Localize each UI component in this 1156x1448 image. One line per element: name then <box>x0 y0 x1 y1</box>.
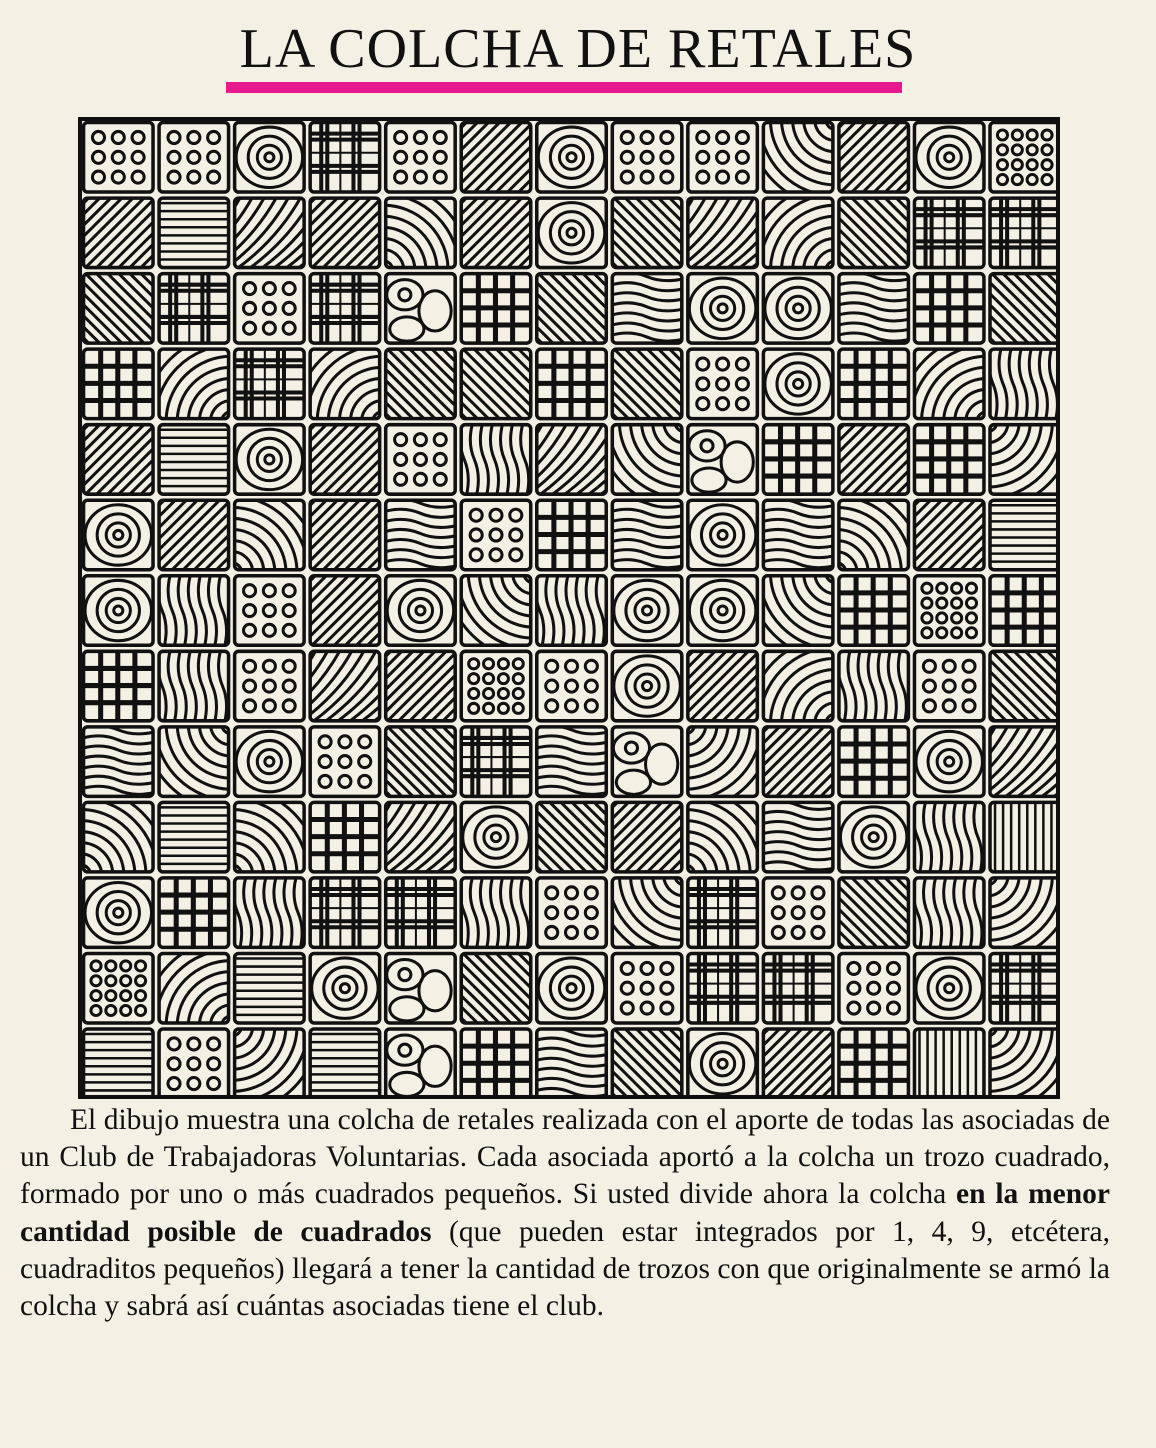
quilt-patch-plaid <box>685 875 761 951</box>
quilt-patch-hstripes <box>81 1029 157 1098</box>
quilt-patch-diag-left <box>458 799 755 875</box>
quilt-patch-blobs <box>612 727 681 796</box>
quilt-patch-dots <box>159 123 228 192</box>
quilt-patch-wavy-h <box>832 273 918 352</box>
quilt-patch-diag-right <box>232 497 529 573</box>
quilt-patch-concentric <box>461 802 530 871</box>
quilt-patch-grid-check <box>987 573 1060 649</box>
paragraph-part-1: El dibujo muestra una colcha de retales realizada con el aporte de todas las asociadas de un Club de Trabajadoras Voluntarias. Cada asociada aportó a la colcha un trozo cuadrado, formado por uno o más cuadrados pequeños. Si usted divide ahora la colcha <box>20 1104 1110 1211</box>
quilt-patch-concentric <box>688 1029 757 1098</box>
quilt-patch-dots <box>461 500 530 569</box>
quilt-patch-grid-check <box>534 497 610 573</box>
quilt-patch-concentric <box>235 123 304 192</box>
quilt-patch-dots <box>537 878 606 947</box>
quilt-patch-concentric <box>84 576 153 645</box>
quilt-patch-dots-dense <box>461 651 530 720</box>
quilt-patch-diag-left <box>534 195 831 271</box>
quilt-patch-plaid <box>458 724 534 800</box>
quilt-patch-plaid <box>987 950 1060 1026</box>
quilt-patch-concentric <box>386 576 455 645</box>
quilt-patch-plaid <box>987 195 1060 271</box>
quilt-patch-plaid <box>685 950 761 1026</box>
quilt-patch-wavy-h <box>756 499 842 578</box>
quilt-patch-wavy-v <box>989 342 1060 428</box>
quilt-patch-concentric <box>537 198 606 267</box>
quilt-patch-hstripes <box>987 500 1060 569</box>
quilt-patch-dots <box>159 1029 228 1098</box>
quilt-patch-vstripes <box>990 799 1059 875</box>
quilt-patch-concentric <box>235 727 304 796</box>
quilt-patch-dots <box>386 425 455 494</box>
quilt-patch-blobs <box>386 953 455 1022</box>
quilt-patch-grid-check <box>458 1026 534 1099</box>
title-underline <box>226 82 902 93</box>
quilt-patch-dots <box>235 651 304 720</box>
quilt-patch-wavy-h <box>78 726 162 805</box>
puzzle-paragraph <box>20 1102 1110 1325</box>
quilt-patch-plaid <box>383 875 459 951</box>
quilt-patch-wavy-h <box>379 499 465 578</box>
quilt-patch-wavy-h <box>530 1028 616 1099</box>
paragraph-bold: en la menor cantidad posible de cuadrados <box>20 1178 1110 1248</box>
quilt-patch-wavy-v <box>460 418 539 504</box>
quilt-patch-concentric <box>839 802 908 871</box>
quilt-patch-dots <box>839 953 908 1022</box>
quilt-patch-wavy-h <box>605 273 691 352</box>
quilt-patch-hstripes <box>156 198 232 267</box>
quilt-patch-dots <box>310 727 379 796</box>
page-title: LA COLCHA DE RETALES <box>239 18 917 80</box>
quilt-patch-wavy-v <box>838 644 917 730</box>
quilt-patch-dots <box>914 651 983 720</box>
quilt-patch-grid-check <box>836 346 912 422</box>
quilt-patch-arcs <box>899 334 1060 509</box>
quilt-patch-hstripes <box>156 425 232 494</box>
quilt-patch-blobs <box>386 1029 455 1098</box>
quilt-patch-hstripes <box>232 953 308 1022</box>
quilt-patches <box>78 117 1060 1099</box>
quilt-patch-wavy-v <box>913 795 992 881</box>
quilt-patch-blobs <box>386 274 455 343</box>
quilt-patch-dots <box>688 123 757 192</box>
quilt-patch-wavy-v <box>460 871 539 957</box>
quilt-patch-plaid <box>307 120 383 196</box>
quilt-patch-wavy-v <box>913 871 992 957</box>
quilt-patch-dots-dense <box>84 953 153 1022</box>
quilt-patch-wavy-h <box>530 726 616 805</box>
quilt-patch-grid-check <box>911 271 987 347</box>
quilt-patch-concentric <box>84 500 153 569</box>
quilt-patch-grid-check <box>534 346 610 422</box>
quilt-patch-dots-dense <box>990 123 1059 192</box>
paragraph-part-2: (que pueden estar integrados por 1, 4, 9, etcétera, cuadraditos pequeños) llegará a tener la cantidad de trozos con que originalmente se armó la colcha y sabrá así cuántas asociadas tiene el club. <box>20 1215 1110 1323</box>
quilt-patch-concentric <box>537 123 606 192</box>
quilt-patch-grid-check <box>760 422 836 498</box>
quilt-patch-plaid <box>307 271 383 347</box>
quilt-patch-concentric <box>537 953 606 1022</box>
quilt-patch-dots-dense <box>914 576 983 645</box>
quilt-patch-dots <box>612 953 681 1022</box>
quilt-patch-concentric <box>914 727 983 796</box>
quilt-patch-grid-check <box>911 422 987 498</box>
quilt-patch-dots <box>235 576 304 645</box>
quilt-drawing <box>78 117 1060 1099</box>
quilt-patch-concentric <box>310 953 379 1022</box>
quilt-patch-grid-check <box>81 346 157 422</box>
quilt-patch-arcs <box>899 938 1060 1099</box>
quilt-patch-wavy-v <box>158 569 237 655</box>
quilt-patch-concentric <box>84 878 153 947</box>
quilt-patch-dots <box>763 878 832 947</box>
quilt-patch-dots <box>537 651 606 720</box>
quilt-patch-plaid <box>232 346 308 422</box>
quilt-patch-concentric <box>688 576 757 645</box>
quilt-patch-grid-check <box>156 875 232 951</box>
quilt-patch-diag-right <box>685 1026 982 1099</box>
quilt-patch-plaid <box>307 875 383 951</box>
quilt-patch-wavy-h <box>605 499 691 578</box>
quilt-patch-concentric <box>914 123 983 192</box>
quilt-patch-grid-check <box>307 799 383 875</box>
quilt-patch-blobs <box>688 425 757 494</box>
quilt-patch-plaid <box>156 271 232 347</box>
quilt-patch-grid-check <box>458 271 534 347</box>
quilt-patch-dots <box>386 123 455 192</box>
quilt-patch-wavy-h <box>756 801 842 880</box>
quilt-patch-arcs <box>144 938 319 1099</box>
quilt-patch-wavy-v <box>158 644 237 730</box>
quilt-patch-concentric <box>763 349 832 418</box>
quilt-patch-hstripes <box>307 1029 383 1098</box>
quilt-patch-grid-check <box>81 648 157 724</box>
quilt-patch-wavy-v <box>234 871 313 957</box>
quilt-patch-grid-check <box>836 724 912 800</box>
quilt-patch-vstripes <box>914 1026 983 1099</box>
quilt-patch-concentric <box>688 500 757 569</box>
quilt-patch-dots <box>84 123 153 192</box>
quilt-patch-grid-check <box>836 573 912 649</box>
quilt-patch-plaid <box>760 950 836 1026</box>
quilt-patch-wavy-v <box>536 569 615 655</box>
quilt-patch-concentric <box>914 953 983 1022</box>
quilt-patch-dots <box>612 123 681 192</box>
quilt-patch-grid-check <box>836 1026 912 1099</box>
quilt-patch-dots <box>235 274 304 343</box>
quilt-patch-concentric <box>612 576 681 645</box>
quilt-patch-diag-left <box>383 950 680 1026</box>
quilt-patch-plaid <box>911 195 987 271</box>
quilt-patch-hstripes <box>156 802 232 871</box>
quilt-patch-dots <box>688 349 757 418</box>
quilt-patch-concentric <box>235 425 304 494</box>
quilt-patch-concentric <box>763 274 832 343</box>
quilt-patch-concentric <box>688 274 757 343</box>
quilt-patch-concentric <box>612 651 681 720</box>
